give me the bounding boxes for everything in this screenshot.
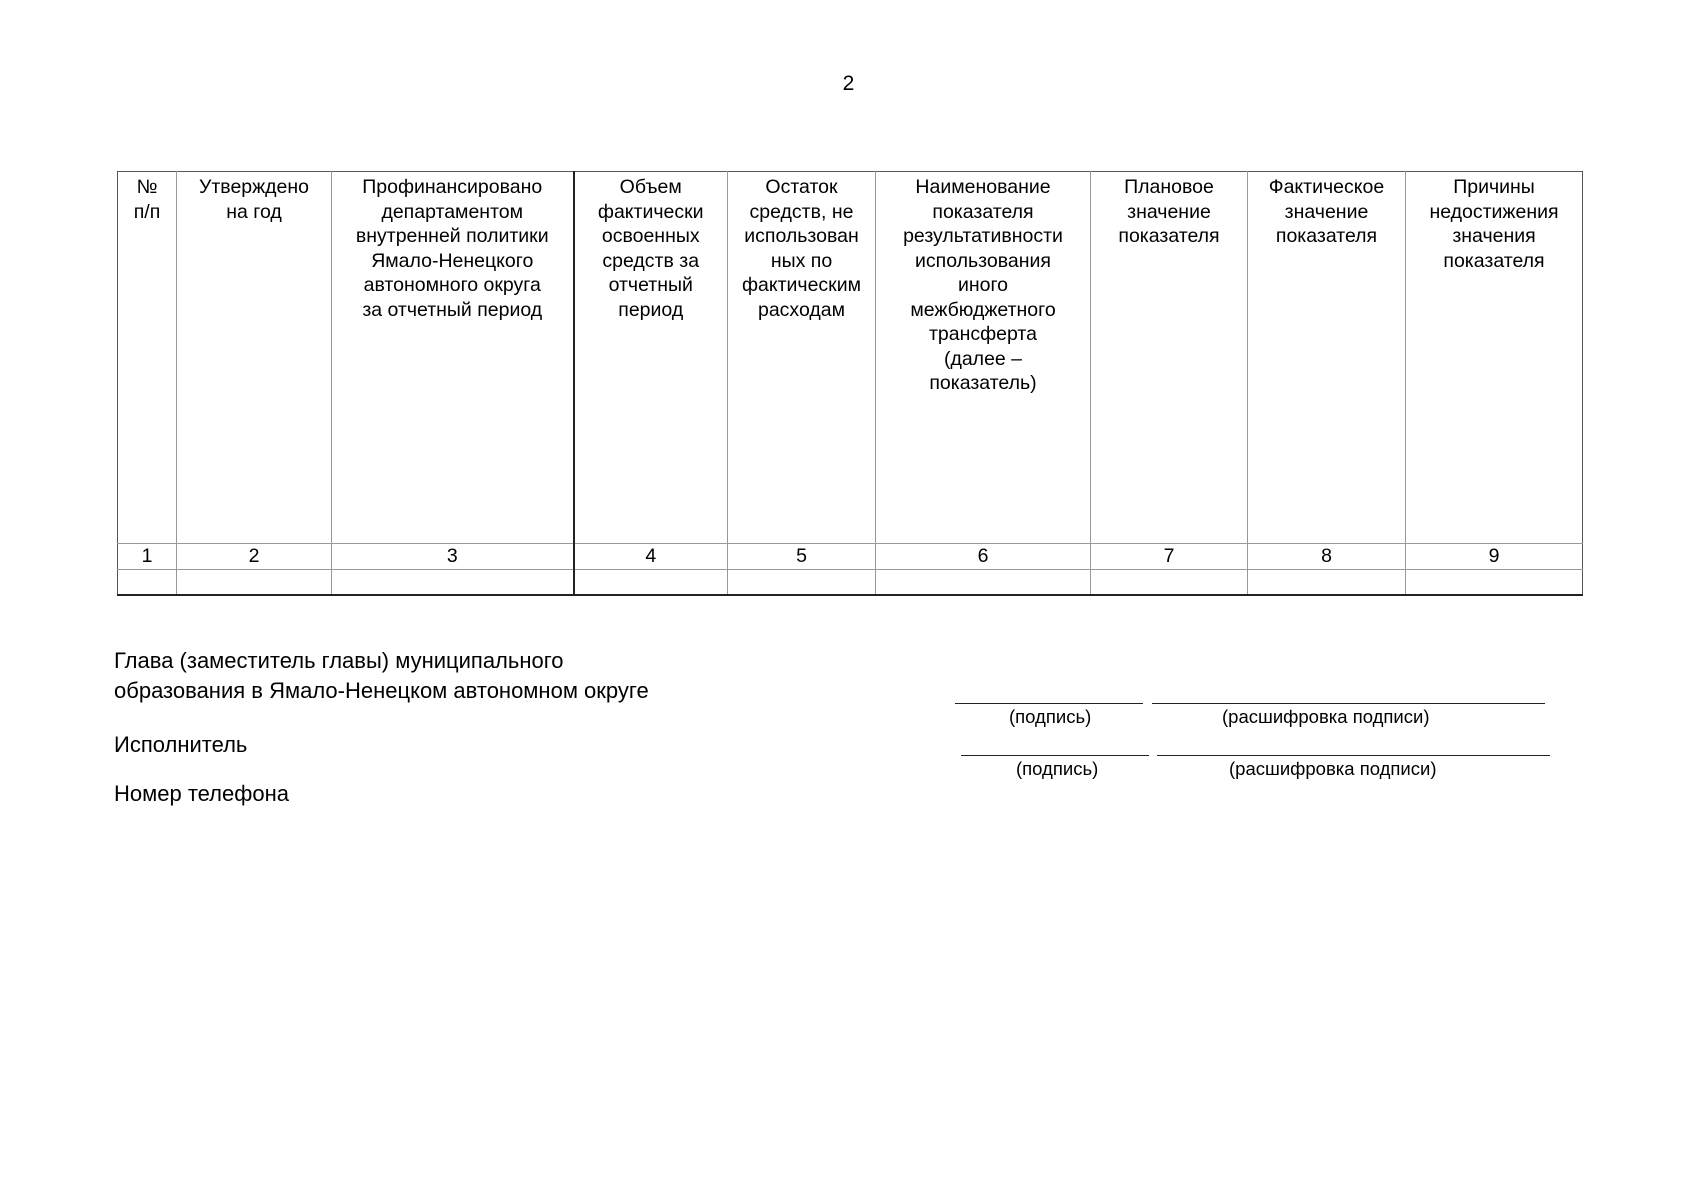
column-number-cell: 7 — [1091, 544, 1248, 570]
empty-data-cell[interactable] — [118, 569, 177, 595]
column-header-5 — [728, 172, 876, 544]
column-header-8 — [1248, 172, 1406, 544]
column-header-text: на год — [226, 200, 282, 223]
column-header-text: недостижения — [1429, 200, 1559, 223]
column-header-text: отчетный — [608, 274, 693, 296]
column-header-4 — [574, 172, 728, 544]
empty-data-cell[interactable] — [876, 569, 1091, 595]
column-header-text: значение — [1127, 200, 1211, 223]
column-number-cell: 3 — [332, 544, 574, 570]
column-header-text: значение — [1284, 200, 1369, 223]
empty-data-cell[interactable] — [1091, 569, 1248, 595]
head-signature-label — [114, 646, 649, 706]
column-header-text: использован — [744, 225, 859, 247]
column-header-text: за отчетный период — [362, 298, 543, 321]
column-header-text: Фактическое — [1268, 176, 1385, 198]
empty-data-row — [118, 569, 1583, 595]
column-header-text: результативности — [903, 225, 1063, 247]
column-number-cell: 6 — [876, 544, 1091, 570]
table-header-row — [118, 172, 1583, 544]
column-header-1 — [118, 172, 177, 544]
column-header-text: автономного округа — [363, 274, 541, 296]
column-header-text: показатель) — [929, 372, 1037, 394]
column-header-text: расходам — [757, 298, 846, 321]
head-decode-line[interactable] — [1152, 703, 1545, 704]
column-header-6 — [876, 172, 1091, 544]
head-decode-caption: (расшифровка подписи) — [1222, 706, 1430, 727]
column-header-text: Плановое — [1124, 176, 1214, 198]
column-number-cell: 2 — [177, 544, 332, 570]
column-number-cell: 5 — [728, 544, 876, 570]
executor-signature-caption: (подпись) — [1016, 758, 1099, 779]
column-header-text: внутренней политики — [355, 225, 549, 247]
column-header-2 — [177, 172, 332, 544]
column-header-text: иного — [957, 274, 1009, 296]
column-number-cell: 4 — [574, 544, 728, 570]
empty-data-cell[interactable] — [1406, 569, 1583, 595]
column-header-text: Остаток — [765, 176, 838, 198]
head-label-line-2: образования в Ямало-Ненецком автономном округе — [114, 678, 649, 703]
empty-data-cell[interactable] — [1248, 569, 1406, 595]
executor-decode-line[interactable] — [1157, 755, 1550, 756]
column-header-text: межбюджетного — [910, 298, 1056, 321]
executor-signature-line[interactable] — [961, 755, 1149, 756]
column-header-text: Ямало-Ненецкого — [371, 249, 534, 272]
column-header-text: значения — [1452, 225, 1536, 247]
column-header-text: (далее – — [943, 347, 1023, 370]
column-header-text: Наименование — [915, 176, 1051, 198]
executor-decode-caption: (расшифровка подписи) — [1229, 758, 1437, 779]
column-header-9 — [1406, 172, 1583, 544]
column-header-text: показателя — [1118, 225, 1220, 247]
head-label-line-1: Глава (заместитель главы) муниципального — [114, 648, 564, 673]
column-header-text: п/п — [133, 200, 161, 223]
column-header-text: ных по — [770, 249, 833, 272]
column-header-text: средств за — [602, 249, 700, 272]
column-number-row — [118, 544, 1583, 570]
column-header-text: Объем — [619, 176, 682, 198]
column-header-text: показателя — [1275, 225, 1378, 247]
phone-label: Номер телефона — [114, 781, 289, 806]
column-header-text: показателя — [1443, 249, 1545, 272]
column-header-text: Профинансировано — [362, 176, 543, 198]
column-number-cell: 1 — [118, 544, 177, 570]
column-header-text: фактически — [597, 200, 704, 223]
column-header-text: трансферта — [928, 323, 1037, 345]
column-header-3 — [332, 172, 574, 544]
report-table — [117, 171, 1583, 596]
column-header-text: использования — [915, 249, 1051, 272]
column-header-text: департаментом — [381, 200, 524, 223]
empty-data-cell[interactable] — [574, 569, 728, 595]
empty-data-cell[interactable] — [177, 569, 332, 595]
empty-data-cell[interactable] — [332, 569, 574, 595]
column-header-text: № — [136, 176, 158, 198]
column-header-text: освоенных — [601, 225, 700, 247]
head-signature-caption: (подпись) — [1009, 706, 1092, 727]
column-number-cell: 8 — [1248, 544, 1406, 570]
column-header-text: Причины — [1453, 176, 1535, 198]
head-signature-line[interactable] — [955, 703, 1143, 704]
column-header-text: Утверждено — [198, 176, 310, 198]
column-header-text: показателя — [932, 200, 1034, 223]
empty-data-cell[interactable] — [728, 569, 876, 595]
column-header-text: средств, не — [749, 200, 854, 223]
column-header-text: период — [618, 298, 684, 321]
page-number: 2 — [842, 72, 855, 95]
column-header-text: фактическим — [741, 274, 862, 296]
executor-label: Исполнитель — [114, 732, 248, 757]
column-number-cell: 9 — [1406, 544, 1583, 570]
column-header-7 — [1091, 172, 1248, 544]
